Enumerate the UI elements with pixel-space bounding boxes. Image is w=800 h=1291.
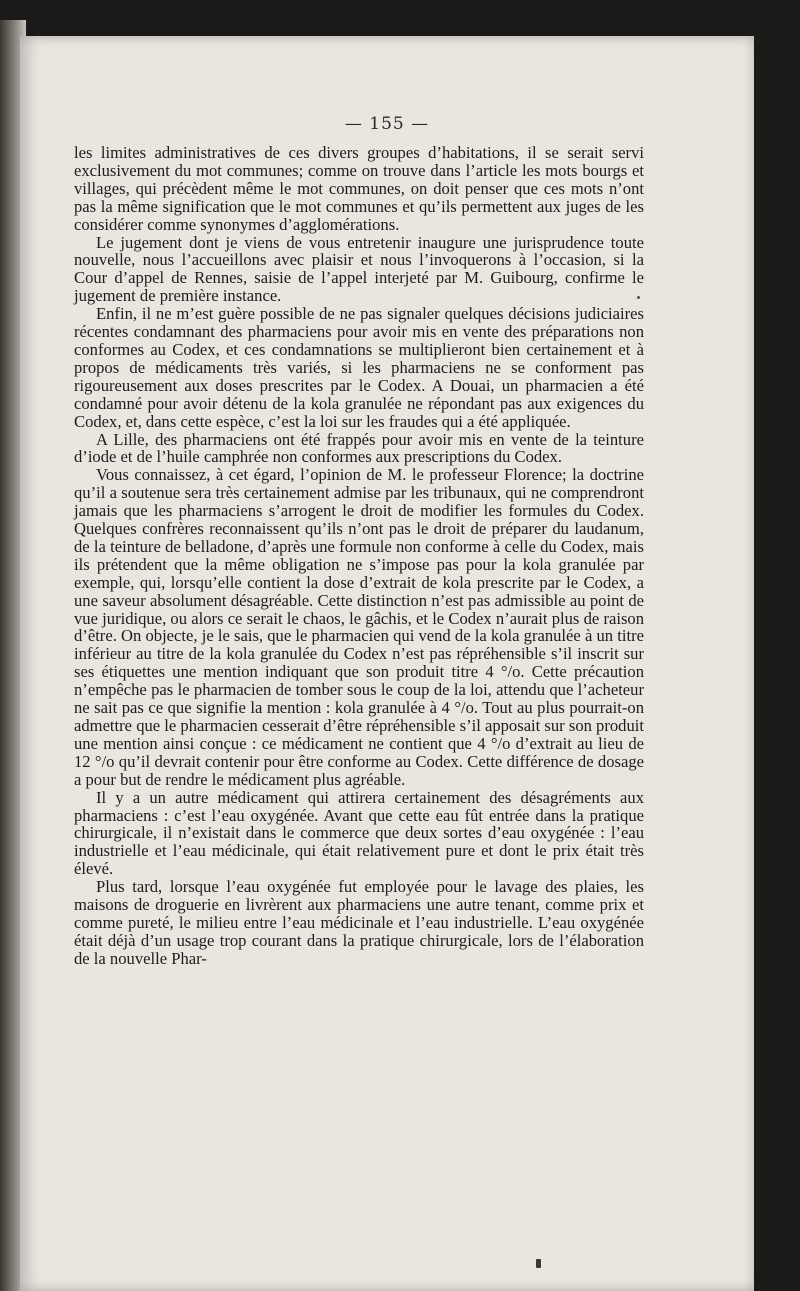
ink-mark [536, 1259, 541, 1268]
paragraph: Plus tard, lorsque l’eau oxygénée fut employée pour le lavage des plaies, les maisons de droguerie en livrèrent aux pharmaciens une autre tenant, comme prix et comme pureté, le milieu entre l’eau médicinale et l’eau industrielle. L’eau oxygénée était déjà d’un usage trop courant dans la pratique chirurgicale, lors de l’élaboration de la nouvelle Phar- [74, 877, 644, 968]
paragraph: A Lille, des pharmaciens ont été frappés pour avoir mis en vente de la teinture d’iode et de l’huile camphrée non conformes aux prescriptions du Codex. [74, 429, 644, 467]
page-number: — 155 — [344, 114, 430, 134]
paragraph: les limites administratives de ces divers groupes d’habitations, il se serait servi exclusivement du mot communes; comme on trouve dans l’article les mots bourgs et villages, qui précèdent même le mot communes, on doit penser que ces mots n’ont pas la même signification que le mot communes et qu’ils permettent aux juges de les considérer comme synonymes d’agglomérations. [74, 143, 644, 234]
paragraph: Vous connaissez, à cet égard, l’opinion de M. le professeur Florence; la doctrine qu’il a soutenue sera très certainement admise par les tribunaux, qui ne comprendront jamais que les pharmaciens s’arrogent le droit de modifier les formules du Codex. Quelques confrères reconnaissent qu’ils n’ont pas le droit de préparer du laudanum, de la teinture de belladone, d’après une formule non conforme à celle du Codex, mais ils prétendent que la même obligation ne s’impose pas pour la kola granulée par exemple, qui, lorsqu’elle contient la dose d’extrait de kola prescrite par le Codex, a une saveur absolument désagréable. Cette distinction n’est pas admissible au point de vue juridique, ou alors ce serait le chaos, le gâchis, et le Codex n’aurait plus de raison d’être. On objecte, je le sais, que le pharmacien qui vend de la kola granulée à un titre inférieur au titre de la kola granulée du Codex n’est pas répréhensible s’il inscrit sur ses étiquettes une mention indiquant que son produit titre 4 °/o. Cette précaution n’empêche pas le pharmacien de tomber sous le coup de la loi, attendu que l’acheteur ne sait pas ce que signifie la mention : kola granulée à 4 °/o. Tout au plus pourrait-on admettre que le pharmacien cesserait d’être répréhensible s’il apposait sur son produit une mention ainsi conçue : ce médicament ne contient que 4 °/o d’extrait au lieu de 12 °/o qu’il devrait contenir pour être conforme au Codex. Cette différence de dosage a pour but de rendre le médicament plus agréable. [74, 465, 644, 789]
page-body [74, 144, 644, 968]
ink-speck [637, 296, 640, 299]
book-page [20, 36, 754, 1291]
paragraph: Le jugement dont je viens de vous entretenir inaugure une jurisprudence toute nouvelle, nous l’accueillons avec plaisir et nous l’invoquerons à l’occasion, si la Cour d’appel de Rennes, saisie de l’appel interjeté par M. Guibourg, confirme le jugement de première instance. [74, 232, 644, 306]
paragraph: Enfin, il ne m’est guère possible de ne pas signaler quelques décisions judiciaires récentes condamnant des pharmaciens pour avoir mis en vente des préparations non conformes au Codex, et ces condamnations se multiplieront bien certainement et à propos de médicaments très variés, si les pharmaciens ne se conforment pas rigoureusement aux doses prescrites par le Codex. A Douai, un pharmacien a été condamné pour avoir détenu de la kola granulée ne répondant pas aux exigences du Codex, et, dans cette espèce, c’est la loi sur les fraudes qui a été appliquée. [74, 304, 644, 431]
paragraph: Il y a un autre médicament qui attirera certainement des désagréments aux pharmaciens : c’est l’eau oxygénée. Avant que cette eau fût entrée dans la pratique chirurgicale, il n’existait dans le commerce que deux sortes d’eau oxygénée : l’eau industrielle et l’eau médicinale, qui était relativement pure et dont le prix était très élevé. [74, 787, 644, 879]
